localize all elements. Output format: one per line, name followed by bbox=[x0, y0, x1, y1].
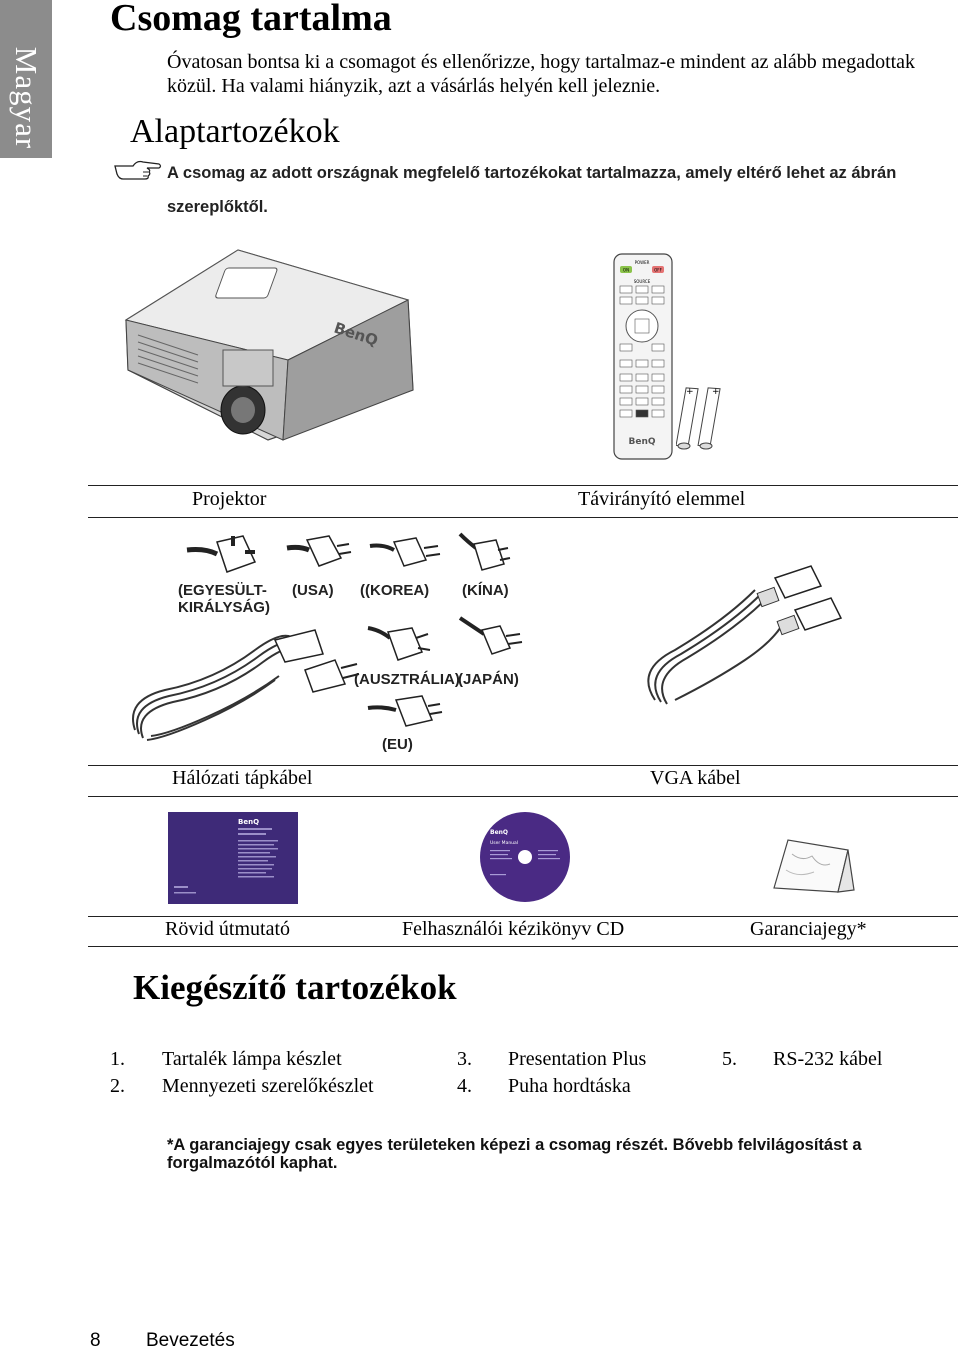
usa-plug-icon bbox=[285, 532, 355, 580]
accessory-number: 2. bbox=[110, 1075, 125, 1097]
note-text: A csomag az adott országnak megfelelő tartozékokat tartalmazza, amely eltérő lehet az ábrán szereplőktől. bbox=[167, 164, 897, 216]
language-tab-label: Magyar bbox=[9, 46, 44, 150]
caption-projector: Projektor bbox=[192, 488, 267, 510]
accessory-item: Presentation Plus bbox=[508, 1048, 647, 1070]
warranty-card-image bbox=[768, 834, 858, 898]
svg-text:+: + bbox=[686, 387, 694, 397]
batteries-image bbox=[676, 380, 736, 452]
intro-paragraph: Óvatosan bontsa ki a csomagot és ellenőrizze, hogy tartalmaz-e mindent az alább megadottak közül. Ha valami hiányzik, azt a vásárlás helyén kell jeleznie. bbox=[167, 51, 916, 97]
divider bbox=[88, 796, 958, 797]
cd-title: User Manual bbox=[490, 841, 519, 846]
accessory-number: 1. bbox=[110, 1048, 125, 1070]
divider bbox=[88, 916, 958, 917]
user-manual-cd-image bbox=[478, 810, 572, 904]
japan-plug-icon bbox=[458, 612, 528, 670]
eu-plug-icon bbox=[366, 692, 446, 732]
remote-control-image bbox=[612, 252, 676, 462]
china-plug-icon bbox=[458, 530, 518, 578]
accessory-item: Mennyezeti szerelőkészlet bbox=[162, 1075, 374, 1097]
power-cable-image bbox=[125, 610, 365, 745]
uk-plug-icon bbox=[185, 532, 265, 580]
accessory-item: Tartalék lámpa készlet bbox=[162, 1048, 342, 1070]
vga-cable-image bbox=[635, 560, 845, 710]
accessory-item: RS-232 kábel bbox=[773, 1048, 883, 1070]
remote-source-label: SOURCE bbox=[633, 279, 651, 284]
accessory-number: 5. bbox=[722, 1048, 737, 1070]
caption-vga-cable: VGA kábel bbox=[650, 767, 741, 789]
svg-text:+: + bbox=[712, 387, 720, 397]
caption-quick-guide: Rövid útmutató bbox=[165, 918, 290, 940]
projector-image bbox=[118, 240, 418, 450]
footnote: *A garanciajegy csak egyes területeken képezi a csomag részét. Bővebb felvilágosítást a forgalmazótól kaphat. bbox=[167, 1136, 862, 1172]
remote-power-label: POWER bbox=[634, 260, 650, 265]
plug-label-uk: (EGYESÜLT- KIRÁLYSÁG) bbox=[178, 582, 270, 616]
cd-brand-logo: BenQ bbox=[490, 829, 509, 836]
accessory-item: Puha hordtáska bbox=[508, 1075, 631, 1097]
section-heading-basic: Alaptartozékok bbox=[130, 113, 340, 150]
caption-warranty: Garanciajegy* bbox=[750, 918, 867, 940]
remote-on-label: ON bbox=[622, 267, 630, 273]
page-number: 8 bbox=[90, 1330, 101, 1351]
section-name: Bevezetés bbox=[146, 1330, 235, 1351]
page-title: Csomag tartalma bbox=[110, 0, 392, 39]
divider bbox=[88, 765, 958, 766]
plug-label-usa: (USA) bbox=[292, 582, 334, 599]
divider bbox=[88, 517, 958, 518]
korea-plug-icon bbox=[368, 532, 448, 580]
caption-cd: Felhasználói kézikönyv CD bbox=[402, 918, 625, 940]
projector-brand-logo: BenQ bbox=[331, 318, 381, 350]
quick-guide-brand-logo: BenQ bbox=[238, 818, 260, 826]
section-heading-optional: Kiegészítő tartozékok bbox=[133, 968, 457, 1007]
remote-off-label: OFF bbox=[654, 267, 662, 273]
plug-label-korea: ((KOREA) bbox=[360, 582, 430, 599]
remote-brand-logo: BenQ bbox=[628, 437, 656, 447]
quick-guide-image bbox=[168, 812, 298, 904]
caption-remote: Távirányító elemmel bbox=[578, 488, 746, 510]
pointing-hand-icon bbox=[113, 158, 163, 182]
plug-label-eu: (EU) bbox=[382, 736, 413, 753]
language-tab bbox=[0, 0, 52, 158]
accessory-number: 4. bbox=[457, 1075, 472, 1097]
divider bbox=[88, 946, 958, 947]
plug-label-japan: (JAPÁN) bbox=[458, 671, 519, 688]
plug-label-australia: (AUSZTRÁLIA) bbox=[354, 671, 460, 688]
australia-plug-icon bbox=[366, 622, 436, 668]
caption-power-cable: Hálózati tápkábel bbox=[172, 767, 313, 789]
divider bbox=[88, 485, 958, 486]
plug-label-china: (KÍNA) bbox=[462, 582, 509, 599]
accessory-number: 3. bbox=[457, 1048, 472, 1070]
